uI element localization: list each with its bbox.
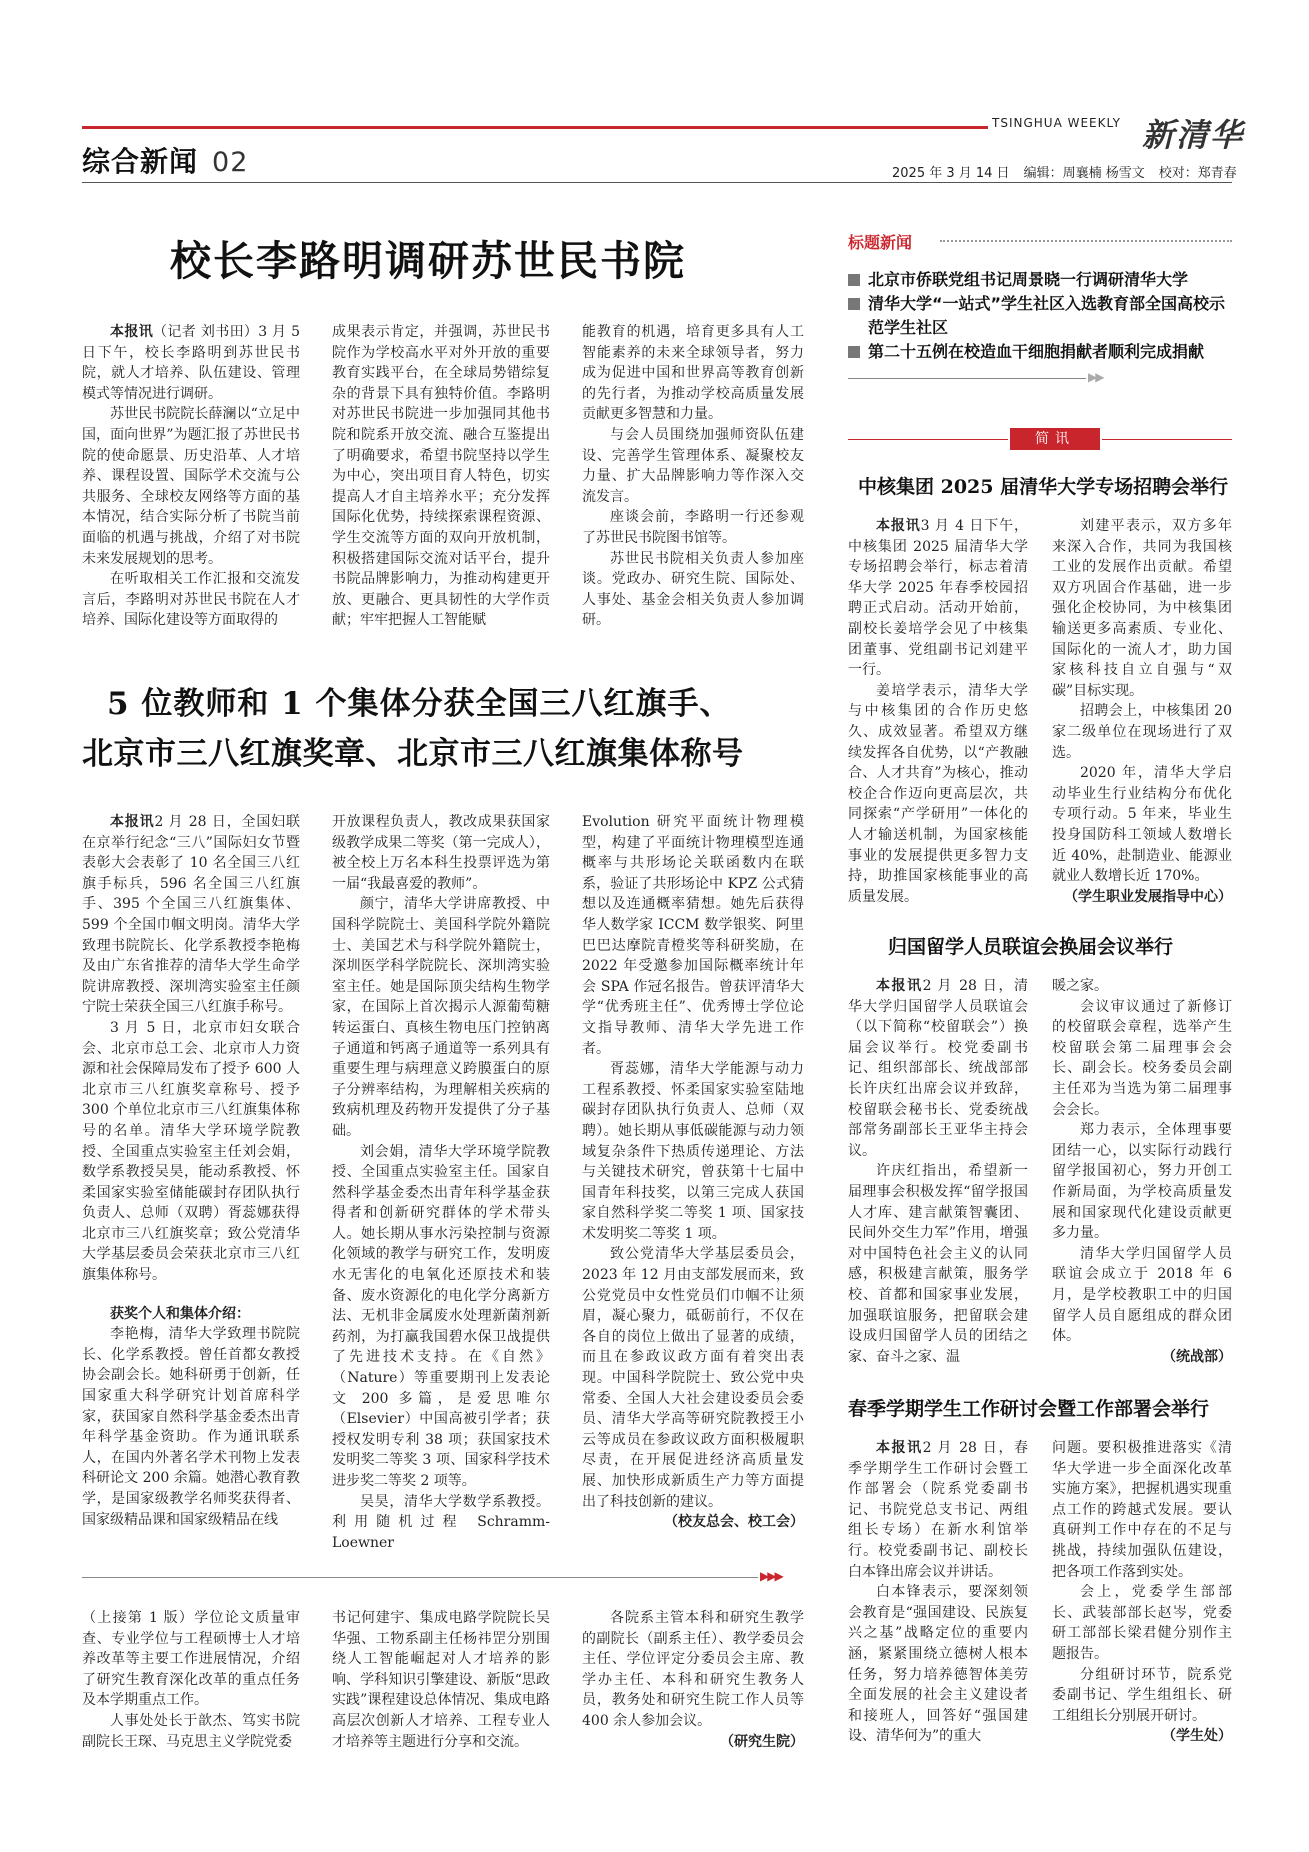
article1-paragraph: 苏世民书院相关负责人参加座谈。党政办、研究生院、国际处、人事处、基金会相关负责人参加调研。: [582, 550, 804, 629]
brief2-paragraph: 郑力表示，全体理事要团结一心，以实际行动践行留学报国初心，努力开创工作新局面，为学校高质量发展和国家现代化建设贡献更多力量。: [1052, 1122, 1232, 1242]
brief-rule-right: [1102, 439, 1232, 440]
article1-paragraph: 在听取相关工作汇报和交流发言后，李路明对苏世民书院在人才培养、国际化建设等方面取得的: [82, 571, 300, 629]
headline-news-divider: [848, 378, 1086, 379]
editors: 编辑：周襄楠 杨雪文: [1023, 166, 1145, 181]
bottom-divider: [82, 1577, 758, 1578]
brief2-paragraph: 会议审议通过了新修订的校留联会章程，选举产生校留联会第二届理事会会长、副会长。校务委员会副主任邓为当选为第二届理事会会长。: [1052, 998, 1232, 1118]
article1-column-3: [582, 322, 804, 629]
brief1-paragraph: 招聘会上，中核集团 20 家二级单位在现场进行了双选。: [1052, 703, 1232, 761]
brief2-paragraph: 清华大学归国留学人员联谊会成立于 2018 年 6 月，是学校教职工中的归国留学人员自愿组成的群众团体。: [1052, 1245, 1232, 1345]
brief2-paragraph: 2 月 28 日，清华大学归国留学人员联谊会（以下简称“校留联会”）换届会议举行。校党委副书记、组织部部长、统战部部长许庆红出席会议并致辞，校留联会秘书长、党委统战部常务副部长王亚华主持会议。: [848, 978, 1028, 1159]
brief3-paragraph: 分组研讨环节，院系党委副书记、学生组组长、研工组组长分别展开研讨。: [1052, 1666, 1232, 1724]
article2-paragraph: Evolution 研究平面统计物理模型，构建了平面统计物理模型连通概率与共形场论关联函数内在联系，验证了共形场论中 KPZ 公式猜想以及连通概率猜想。她先后获得华人数学家 ICCM 数学银奖、阿里巴巴达摩院青橙奖等科研奖励，在 2022 年受邀参加国际概率统计年会 SPA 作冠名报告。曾获评清华大学“优秀班主任”、优秀博士学位论文指导教师、清华大学先进工作者。: [582, 814, 804, 1057]
brief1-lead: 本报讯: [876, 518, 921, 534]
newspaper-logo: 新清华: [1142, 116, 1245, 154]
article2-column-1: [82, 812, 300, 1548]
article2-paragraph: 2 月 28 日，全国妇联在京举行纪念“三八”国际妇女节暨表彰大会表彰了 10 名全国三八红旗手标兵，596 名全国三八红旗手、395 个全国三八红旗集体、599 个全国巾帼文明岗。清华大学致理书院院长、化学系教授李艳梅及由广东省推荐的清华大学生命学院讲席教授、深圳湾实验室主任颜宁院士荣获全国三八红旗手称号。: [82, 814, 300, 1016]
article2-paragraph: 颜宁，清华大学讲席教授、中国科学院院士、美国科学院外籍院士、美国艺术与科学院外籍院士，深圳医学科学院院长、深圳湾实验室主任。她是国际顶尖结构生物学家，在国际上首次揭示人源葡萄糖转运蛋白、真核生物电压门控钠离子通道和钙离子通道等一系列具有重要生理与病理意义跨膜蛋白的原子分辨率结构，为理解相关疾病的致病机理及药物开发提供了分子基础。: [332, 896, 550, 1139]
continued-paragraph: （上接第 1 版）学位论文质量审查、专业学位与工程硕博士人才培养改革等主要工作进展情况，介绍了研究生教育深化改革的重点任务及本学期重点工作。: [82, 1610, 300, 1709]
article2-paragraph: 吴昊，清华大学数学系教授。利用随机过程 Schramm-Loewner: [332, 1493, 550, 1551]
article2-paragraph: 3 月 5 日，北京市妇女联合会、北京市总工会、北京市人力资源和社会保障局发布了授予 600 人北京市三八红旗奖章称号、授予 300 个单位北京市三八红旗集体称号的名单。清华大学环境学院教授、全国重点实验室主任刘会娟，数学系教授吴昊，能动系教授、怀柔国家实验室储能碳封存团队执行负责人、总师（双聘）胥蕊娜获得北京市三八红旗奖章；致公党清华大学基层委员会荣获北京市三八红旗集体称号。: [82, 1019, 300, 1284]
divider-arrow-icon: ▶▶: [1088, 370, 1103, 384]
header-bottom-rule: [82, 182, 1232, 183]
brief2-paragraph: 许庆红指出，希望新一届理事会积极发挥“留学报国人才库、建言献策智囊团、民间外交生力军”作用，增强对中国特色社会主义的认同感，积极建言献策，服务学校、首都和国家事业发展，加强联谊服务，把留联会建设成归国留学人员的团结之家、奋斗之家、温: [848, 1163, 1028, 1365]
article2-column-3: [582, 812, 804, 1568]
brief3-paragraph: 问题。要积极推进落实《清华大学进一步全面深化改革实施方案》，把握机遇实现重点工作的跨越式发展。要认真研判工作中存在的不足与挑战，持续加强队伍建设，把各项工作落到实处。: [1052, 1440, 1232, 1580]
article1-paragraph: 能教育的机遇，培育更多具有人工智能素养的未来全球领导者，努力成为促进中国和世界高等教育创新的先行者，为推动学校高质量发展贡献更多智慧和力量。: [582, 324, 804, 423]
brief2-lead: 本报讯: [876, 978, 923, 994]
article1-paragraph: 与会人员围绕加强师资队伍建设、完善学生管理体系、凝聚校友力量、扩大品牌影响力等作深入交流发言。: [582, 426, 804, 505]
brief3-paragraph: 白本锋表示，要深刻领会教育是“强国建设、民族复兴之基”战略定位的重要内涵，紧紧围绕立德树人根本任务，努力培养德智体美劳全面发展的社会主义建设者和接班人，回答好“强国建设、清华何为”的重大: [848, 1584, 1028, 1745]
article1-column-2: [332, 322, 550, 629]
square-bullet-icon: [848, 346, 860, 358]
article1-paragraph: 座谈会前，李路明一行还参观了苏世民书院图书馆等。: [582, 509, 804, 546]
article2-headline-line2: 北京市三八红旗奖章、北京市三八红旗集体称号: [82, 736, 744, 772]
headline-news-item[interactable]: 北京市侨联党组书记周景晓一行调研清华大学: [848, 268, 1232, 292]
brief-news-badge: 简讯: [1010, 428, 1100, 450]
brief2-column-1: [848, 976, 1028, 1376]
headline-news-list: [848, 268, 1232, 364]
brief1-column-1: [848, 516, 1028, 916]
continued-column-3: [582, 1608, 804, 1758]
article2-signature: （校友总会、校工会）: [664, 1514, 804, 1531]
brief3-column-2: [1052, 1438, 1232, 1768]
article2-headline-line1: 5 位教师和 1 个集体分获全国三八红旗手、: [107, 686, 732, 722]
article1-column-1: [82, 322, 301, 629]
continued-column-2: [332, 1608, 550, 1758]
article1-lead: 本报讯: [110, 324, 154, 340]
headline-news-item[interactable]: 第二十五例在校造血干细胞捐献者顺利完成捐献: [848, 340, 1232, 364]
brief3-lead: 本报讯: [876, 1440, 923, 1456]
brief1-paragraph: 刘建平表示，双方多年来深入合作，共同为我国核工业的发展作出贡献。希望双方巩固合作基础，进一步强化企校协同，为中核集团输送更多高素质、专业化、国际化的一流人才，助力国家核科技自立自强与“双碳”目标实现。: [1052, 518, 1232, 699]
proofreader: 校对：郑青春: [1158, 166, 1237, 181]
article1-paragraph: 成果表示肯定，并强调，苏世民书院作为学校高水平对外开放的重要教育实践平台，在全球局势错综复杂的背景下具有独特价值。李路明对苏世民书院进一步加强同其他书院和院系开放交流、融合互鉴提出了明确要求，希望书院坚持以学生为中心，突出项目育人特色，切实提高人才自主培养水平；充分发挥国际化优势，持续探索课程资源、学生交流等方面的双向开放机制，积极搭建国际交流对话平台，提升书院品牌影响力，为推动构建更开放、更融合、更具韧性的大学作贡献；牢牢把握人工智能赋: [332, 324, 550, 629]
square-bullet-icon: [848, 298, 860, 310]
article2-paragraph: 李艳梅，清华大学致理书院院长、化学系教授。曾任首都女教授协会副会长。她科研勇于创新，任国家重大科学研究计划首席科学家，获国家自然科学基金委杰出青年科学基金资助。作为通讯联系人，在国内外著名学术刊物上发表科研论文 200 余篇。她潜心教育教学，是国家级教学名师奖获得者、国家级精品课和国家级精品在线: [82, 1326, 300, 1528]
article2-paragraph: 开放课程负责人，教改成果获国家级教学成果二等奖（第一完成人），被全校上万名本科生投票评选为第一届“我最喜爱的教师”。: [332, 814, 550, 892]
brief2-paragraph: 暖之家。: [1052, 978, 1108, 994]
brief1-signature: （学生职业发展指导中心）: [1064, 888, 1232, 905]
article1-headline: 校长李路明调研苏世民书院: [170, 237, 686, 285]
brief2-signature: （统战部）: [1162, 1348, 1232, 1365]
headline-news-item[interactable]: 清华大学“一站式”学生社区入选教育部全国高校示范学生社区: [848, 292, 1232, 340]
headline-news-label: 标题新闻: [848, 233, 913, 252]
brief1-paragraph: 2020 年，清华大学启动毕业生行业结构分布优化专项行动。5 年来，毕业生投身国防科工领域人数增长近 40%，赴制造业、能源业就业人数增长近 170%。: [1052, 765, 1232, 885]
brief3-paragraph: 2 月 28 日，春季学期学生工作研讨会暨工作部署会（院系党委副书记、书院党总支书记、两组组长专场）在新水利馆举行。校党委副书记、副校长白本锋出席会议并讲话。: [848, 1440, 1028, 1580]
issue-date: 2025 年 3 月 14 日: [892, 166, 1010, 181]
article2-paragraph: 致公党清华大学基层委员会，2023 年 12 月由支部发展而来，致公党党员中女性党员们巾帼不让须眉，凝心聚力，砥砺前行，不仅在各自的岗位上做出了显著的成绩，而且在参政议政方面有着突出表现。中国科学院院士、致公党中央常委、全国人大社会建设委员会委员、清华大学高等研究院教授王小云等成员在参政议政方面积极履职尽责，在开展促进经济高质量发展、加快形成新质生产力等方面提出了科技创新的建议。: [582, 1246, 804, 1510]
header-meta: [892, 162, 1237, 181]
brief2-column-2: [1052, 976, 1232, 1376]
section-title: [82, 140, 248, 180]
page-number: 02: [212, 147, 249, 178]
article1-paragraph: （记者 刘书田）3 月 5 日下午，校长李路明到苏世民书院，就人才培养、队伍建设、管理模式等情况进行调研。: [82, 324, 301, 402]
article2-paragraph: 刘会娟，清华大学环境学院教授、全国重点实验室主任。国家自然科学基金委杰出青年科学基金获得者和创新研究群体的学术带头人。她长期从事水污染控制与资源化领域的教学与研究工作，发明废水无害化的电氧化还原技术和装备、废水资源化的电化学分离新方法、无机非金属废水处理新菌剂新药剂，为打赢我国碧水保卫战提供了先进技术支持。在《自然》（Nature）等重要期刊上发表论文 200 多篇，是爱思唯尔（Elsevier）中国高被引学者；获授权发明专利 38 项；获国家技术发明奖二等奖 3 项、国家科学技术进步奖二等奖 2 项等。: [332, 1143, 550, 1489]
brief1-column-2: [1052, 516, 1232, 916]
divider-arrow-icon: ▶▶▶: [760, 1569, 782, 1583]
brief3-paragraph: 会上，党委学生部部长、武装部部长赵岑，党委研工部部长梁君健分别作主题报告。: [1052, 1584, 1232, 1662]
continued-signature: （研究生院）: [720, 1733, 804, 1750]
continued-column-1: [82, 1608, 300, 1758]
brief1-paragraph: 3 月 4 日下午，中核集团 2025 届清华大学专场招聘会举行，标志着清华大学 2025 年春季校园招聘正式启动。活动开始前，副校长姜培学会见了中核集团董事、党组副书记刘建平一行。: [848, 518, 1029, 679]
article1-paragraph: 苏世民书院院长薛澜以“立足中国，面向世界”为题汇报了苏世民书院的使命愿景、历史沿革、人才培养、课程设置、国际学术交流与公共服务、全球校友网络等方面的基本情况，结合实际分析了书院当前面临的机遇与挑战，介绍了对书院未来发展规划的思考。: [82, 406, 300, 567]
brief3-column-1: [848, 1438, 1028, 1768]
header-english-title: TSINGHUA WEEKLY: [992, 116, 1121, 130]
continued-paragraph: 书记何建宇、集成电路学院院长吴华强、工物系副主任杨祎罡分别围绕人工智能崛起对人才培养的影响、学科知识引擎建设、新版“思政实践”课程建设总体情况、集成电路高层次创新人才培养、工程专业人才培养等主题进行分享和交流。: [332, 1610, 550, 1750]
article2-lead: 本报讯: [110, 814, 155, 830]
header-red-rule: [82, 126, 988, 129]
brief1-headline: 中核集团 2025 届清华大学专场招聘会举行: [858, 476, 1229, 498]
article2-subheading: 获奖个人和集体介绍：: [110, 1305, 250, 1322]
brief1-paragraph: 姜培学表示，清华大学与中核集团的合作历史悠久、成效显著。希望双方继续发挥各自优势，以“产教融合、人才共育”为核心，推动校企合作迈向更高层次，共同探索“产学研用”一体化的人才输送机制，为国家核能事业的发展提供更多智力支持，助推国家核能事业的高质量发展。: [848, 682, 1028, 905]
headline-news-dotted-rule: [940, 240, 1232, 242]
brief3-headline: 春季学期学生工作研讨会暨工作部署会举行: [848, 1398, 1210, 1420]
article2-column-2: [332, 812, 550, 1551]
section-name: 综合新闻: [82, 145, 199, 178]
brief-rule-left: [848, 439, 1008, 440]
continued-paragraph: 人事处处长于歆杰、笃实书院副院长王琛、马克思主义学院党委: [82, 1712, 300, 1750]
article2-paragraph: 胥蕊娜，清华大学能源与动力工程系教授、怀柔国家实验室陆地碳封存团队执行负责人、总师（双聘）。她长期从事低碳能源与动力领域复杂条件下热质传递理论、方法与关键技术研究，曾获第十七届中国青年科技奖，以第三完成人获国家自然科学奖二等奖 1 项、国家技术发明奖二等奖 1 项。: [582, 1061, 804, 1242]
square-bullet-icon: [848, 274, 860, 286]
continued-paragraph: 各院系主管本科和研究生教学的副院长（副系主任）、教学委员会主任、学位评定分委员会主席、教学办主任、本科和研究生教务人员，教务处和研究生院工作人员等 400 余人参加会议。: [582, 1610, 804, 1729]
brief3-signature: （学生处）: [1162, 1728, 1232, 1745]
brief2-headline: 归国留学人员联谊会换届会议举行: [888, 936, 1174, 958]
